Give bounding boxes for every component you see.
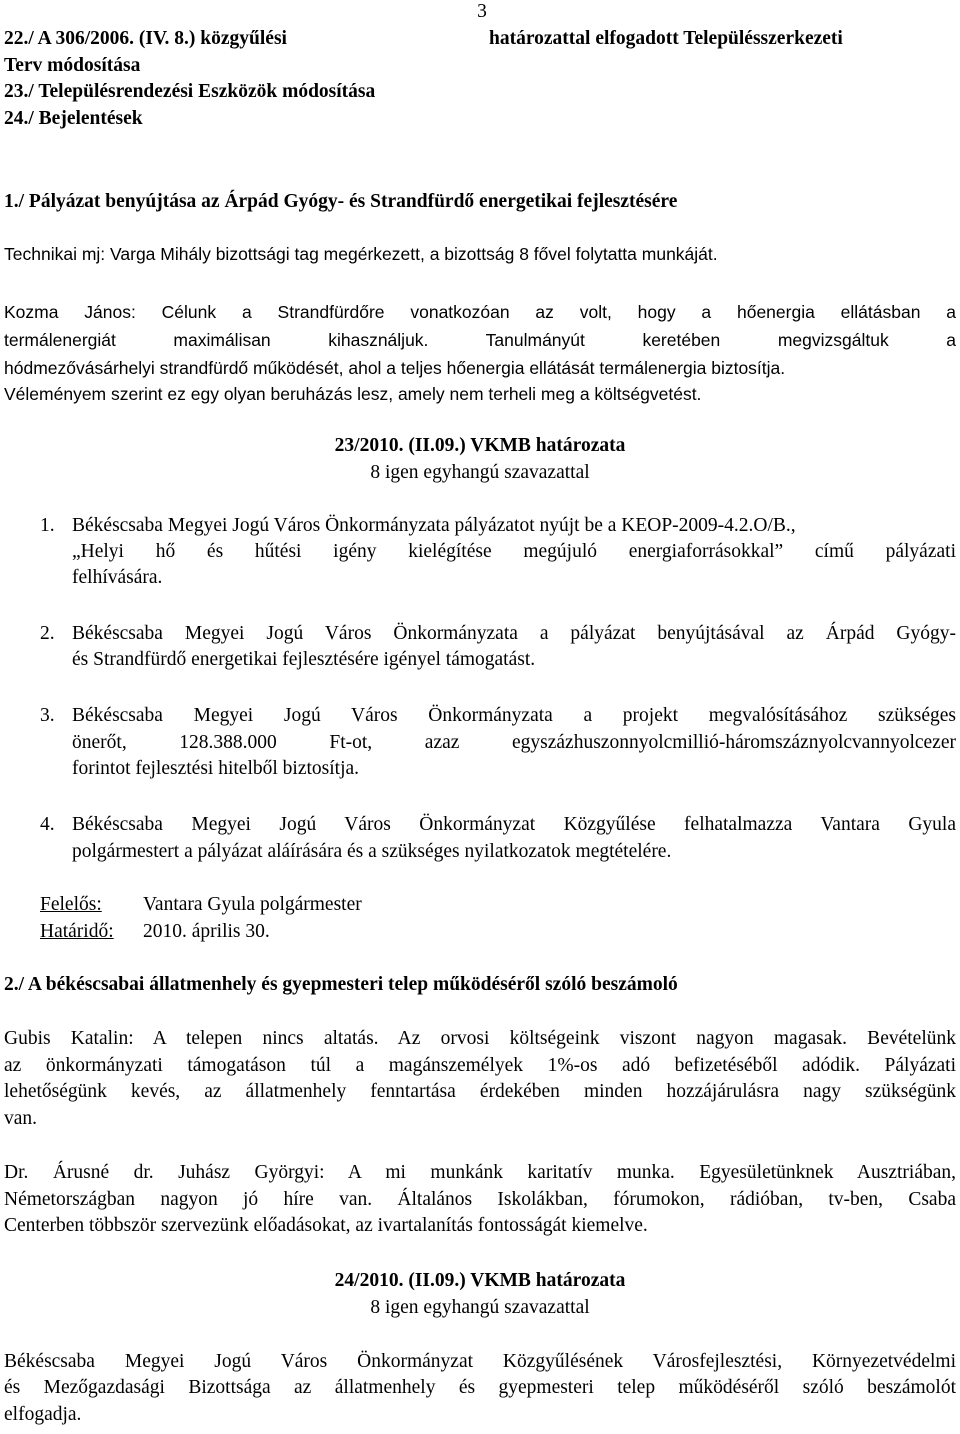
gubis-line-4: van. — [4, 1108, 38, 1129]
item-3-line-1: Békéscsaba Megyei Jogú Város Önkormányzata a projekt megvalósításához szükséges — [72, 705, 956, 726]
kozma-line-2: termálenergiát maximálisan kihasználjuk. Tanulmányút keretében megvizsgáltuk a — [4, 330, 956, 350]
resolution-23-title: 23/2010. (II.09.) VKMB határozata — [334, 435, 626, 456]
header-line1-right: határozattal elfogadott Településszerkezeti — [489, 28, 843, 49]
arusne-line-1: Dr. Árusné dr. Juhász Györgyi: A mi munkánk karitatív munka. Egyesületünknek Ausztriában, — [4, 1162, 956, 1183]
item-1-line-1: Békéscsaba Megyei Jogú Város Önkormányzata pályázatot nyújt be a KEOP-2009-4.2.O/B., — [72, 515, 796, 536]
final-line-1: Békéscsaba Megyei Jogú Város Önkormányzat Közgyűlésének Városfejlesztési, Környezetvédelmi — [4, 1351, 956, 1372]
technical-note: Technikai mj: Varga Mihály bizottsági tag megérkezett, a bizottság 8 fővel folytatta munkáját. — [4, 244, 718, 264]
gubis-line-2: az önkormányzati támogatáson túl a magánszemélyek 1%-os adó befizetéséből adódik. Pályázati — [4, 1055, 956, 1076]
arusne-line-2: Németországban nagyon jó híre van. Általános Iskolákban, fórumokon, rádióban, tv-ben, Csaba — [4, 1189, 956, 1210]
item-3-number: 3. — [40, 705, 55, 726]
kozma-line-3: hódmezővásárhelyi strandfürdő működését, ahol a teljes hőenergia ellátását termálenergia biztosítja. — [4, 358, 786, 378]
final-line-3: elfogadja. — [4, 1404, 82, 1425]
item-2-number: 2. — [40, 623, 55, 644]
resolution-24-vote: 8 igen egyhangú szavazattal — [370, 1297, 590, 1318]
header-line1-left: 22./ A 306/2006. (IV. 8.) közgyűlési — [4, 28, 287, 49]
deadline-value: 2010. április 30. — [143, 921, 270, 942]
gubis-line-3: lehetőségünk kevés, az állatmenhely fenntartása érdekében minden hozzájárulásra nagy szükségünk — [4, 1081, 956, 1102]
header-line3: 23./ Településrendezési Eszközök módosítása — [4, 81, 376, 102]
final-line-2: és Mezőgazdasági Bizottsága az állatmenhely és gyepmesteri telep működéséről szóló beszámolót — [4, 1377, 956, 1398]
header-line2: Terv módosítása — [4, 55, 141, 76]
responsible-label: Felelős: — [40, 894, 102, 915]
deadline-label: Határidő: — [40, 921, 114, 942]
item-4-line-2: polgármestert a pályázat aláírására és a szükséges nyilatkozatok megtételére. — [72, 841, 672, 862]
arusne-line-3: Centerben többször szervezünk előadásokat, az ivartalanítás fontosságát kiemelve. — [4, 1215, 648, 1236]
section2-title: 2./ A békéscsabai állatmenhely és gyepmesteri telep működéséről szóló beszámoló — [4, 974, 678, 995]
kozma-line-4: Véleményem szerint ez egy olyan beruházás lesz, amely nem terheli meg a költségvetést. — [4, 384, 702, 404]
page-number: 3 — [477, 1, 487, 22]
item-4-line-1: Békéscsaba Megyei Jogú Város Önkormányzat Közgyűlése felhatalmazza Vantara Gyula — [72, 814, 956, 835]
resolution-23-vote: 8 igen egyhangú szavazattal — [370, 462, 590, 483]
kozma-line-1: Kozma János: Célunk a Strandfürdőre vonatkozóan az volt, hogy a hőenergia ellátásban a — [4, 302, 956, 322]
section1-title: 1./ Pályázat benyújtása az Árpád Gyógy- és Strandfürdő energetikai fejlesztésére — [4, 191, 678, 212]
item-3-line-2: önerőt, 128.388.000 Ft-ot, azaz egyszázhuszonnyolcmillió-háromszáznyolcvannyolcezer — [72, 732, 956, 753]
gubis-line-1: Gubis Katalin: A telepen nincs altatás. Az orvosi költségeink viszont nagyon magasak. Bevételünk — [4, 1028, 956, 1049]
responsible-value: Vantara Gyula polgármester — [143, 894, 362, 915]
item-1-line-2: „Helyi hő és hűtési igény kielégítése megújuló energiaforrásokkal” című pályázati — [72, 541, 956, 562]
item-2-line-1: Békéscsaba Megyei Jogú Város Önkormányzata a pályázat benyújtásával az Árpád Gyógy- — [72, 623, 956, 644]
item-3-line-3: forintot fejlesztési hitelből biztosítja. — [72, 758, 360, 779]
item-1-number: 1. — [40, 515, 55, 536]
item-2-line-2: és Strandfürdő energetikai fejlesztésére igényel támogatást. — [72, 649, 536, 670]
item-1-line-3: felhívására. — [72, 567, 163, 588]
item-4-number: 4. — [40, 814, 55, 835]
header-line4: 24./ Bejelentések — [4, 108, 143, 129]
resolution-24-title: 24/2010. (II.09.) VKMB határozata — [334, 1270, 626, 1291]
